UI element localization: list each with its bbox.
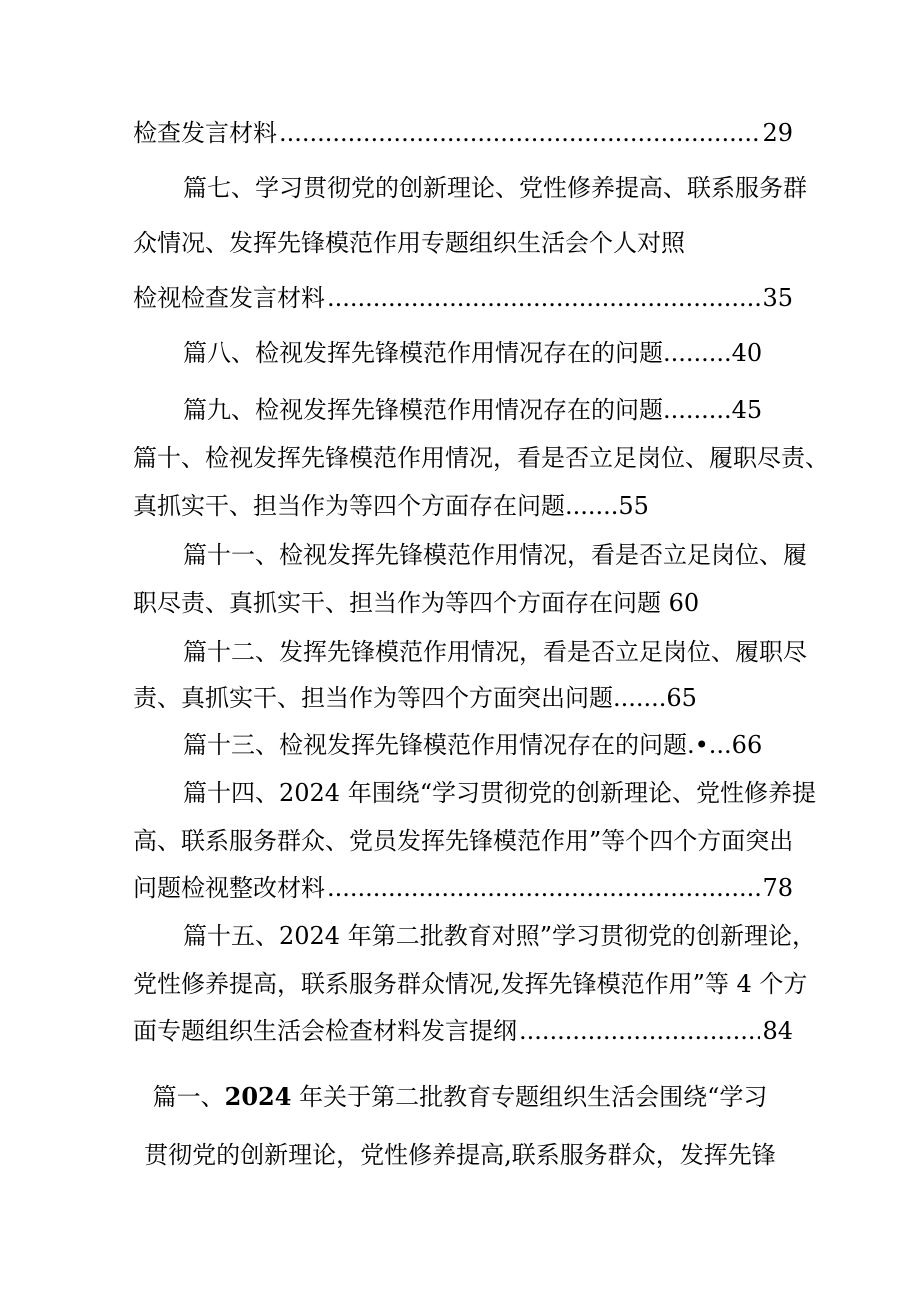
toc-page-number: 35 xyxy=(762,284,793,312)
toc-entry-line[interactable]: 篇八、检视发挥先锋模范作用情况存在的问题.........40 xyxy=(183,339,763,367)
section-title-prefix: 篇一、 xyxy=(152,1083,225,1111)
toc-entry-line[interactable]: 篇十三、检视发挥先锋模范作用情况存在的问题.•...66 xyxy=(183,731,763,759)
toc-entry-line[interactable]: 责、真抓实干、担当作为等四个方面突出问题.......65 xyxy=(133,684,697,712)
toc-entry-text: 检视检查发言材料 xyxy=(133,284,325,312)
toc-entry-text: 面专题组织生活会检查材料发言提纲 xyxy=(133,1017,517,1045)
toc-page-number: 29 xyxy=(762,119,793,147)
dot-leader xyxy=(327,280,760,316)
toc-entry-line[interactable]: 篇十四、2024 年围绕“学习贯彻党的创新理论、党性修养提 xyxy=(183,779,816,807)
toc-entry[interactable] xyxy=(133,280,793,316)
section-title-line2: 贯彻党的创新理论，党性修养提高,联系服务群众，发挥先锋 xyxy=(144,1141,776,1169)
section-title-rest: 年关于第二批教育专题组织生活会围绕“学习 xyxy=(291,1083,768,1111)
dot-leader xyxy=(519,1013,760,1049)
toc-entry-text: 检查发言材料 xyxy=(133,119,277,147)
toc-entry-line[interactable]: 篇十二、发挥先锋模范作用情况，看是否立足岗位、履职尽 xyxy=(183,638,807,666)
toc-entry-line[interactable]: 篇十、检视发挥先锋模范作用情况，看是否立足岗位、履职尽责、 xyxy=(133,444,829,472)
toc-entry[interactable] xyxy=(133,115,793,151)
section-title xyxy=(0,1078,920,1116)
toc-entry-text: 问题检视整改材料 xyxy=(133,874,325,902)
dot-leader xyxy=(327,870,760,906)
toc-entry[interactable] xyxy=(133,1013,793,1049)
toc-entry-line[interactable]: 众情况、发挥先锋模范作用专题组织生活会个人对照 xyxy=(133,229,685,257)
toc-page-number: 84 xyxy=(762,1017,793,1045)
toc-entry-line[interactable]: 真抓实干、担当作为等四个方面存在问题.......55 xyxy=(133,492,649,520)
toc-page-number: 78 xyxy=(762,874,793,902)
dot-leader xyxy=(279,115,760,151)
section-title-year: 2024 xyxy=(224,1082,292,1111)
toc-entry-line[interactable]: 职尽责、真抓实干、担当作为等四个方面存在问题 60 xyxy=(133,589,700,617)
toc-entry-line[interactable]: 党性修养提高，联系服务群众情况,发挥先锋模范作用”等 4 个方 xyxy=(133,970,808,998)
toc-entry-line[interactable]: 篇九、检视发挥先锋模范作用情况存在的问题.........45 xyxy=(183,396,763,424)
toc-entry-line[interactable]: 篇十一、检视发挥先锋模范作用情况，看是否立足岗位、履 xyxy=(183,541,807,569)
toc-entry-line[interactable]: 篇七、学习贯彻党的创新理论、党性修养提高、联系服务群 xyxy=(183,174,807,202)
toc-entry[interactable] xyxy=(133,870,793,906)
toc-entry-line[interactable]: 高、联系服务群众、党员发挥先锋模范作用”等个四个方面突出 xyxy=(133,827,794,855)
toc-entry-line[interactable]: 篇十五、2024 年第二批教育对照”学习贯彻党的创新理论， xyxy=(183,922,816,950)
